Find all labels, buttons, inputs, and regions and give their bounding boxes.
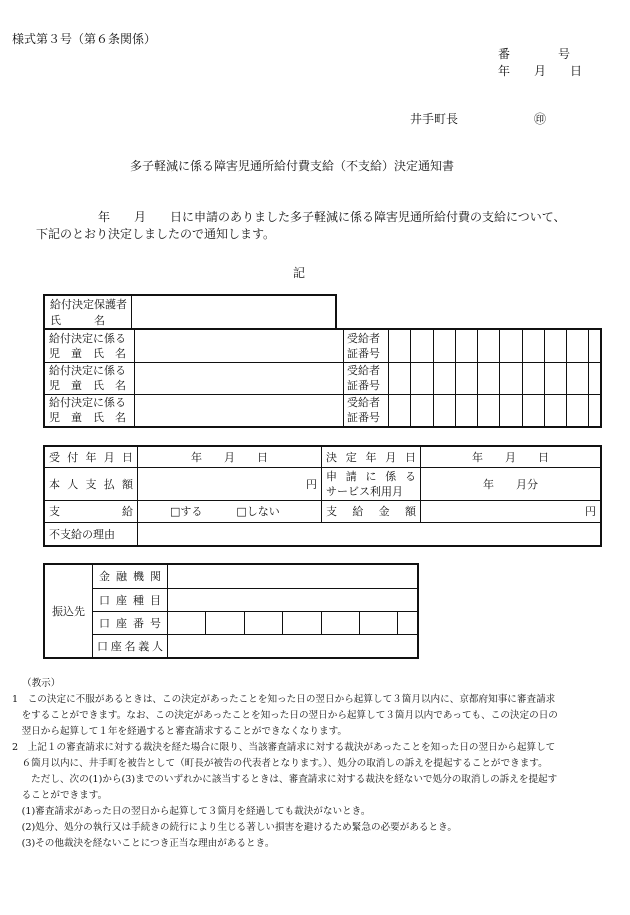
guardian-name-label: 給付決定保護者 氏 名 <box>50 298 127 327</box>
ki-heading: 記 <box>293 266 306 280</box>
received-date-value[interactable]: 年 月 日 <box>138 447 322 467</box>
recipient-digit-cell[interactable] <box>433 362 455 394</box>
decision-date-label: 決定年月日 <box>322 447 421 467</box>
recipient-digit-cell[interactable] <box>389 330 411 362</box>
recipient-digit-cell[interactable] <box>433 330 455 362</box>
seal-mark: ㊞ <box>534 112 547 126</box>
account-type-row <box>45 588 417 611</box>
intro-line-2: 下記のとおり決定しましたので通知します。 <box>36 227 276 241</box>
recipient-digit-cell[interactable] <box>411 362 433 394</box>
dates-row <box>45 447 600 467</box>
payment-options <box>138 500 322 522</box>
child-name-label: 給付決定に係る 児 童 氏 名 <box>45 362 135 394</box>
account-holder-row <box>45 634 417 657</box>
refusal-reason-value[interactable] <box>138 523 601 545</box>
recipient-digit-cell[interactable] <box>455 330 477 362</box>
note-line: (3)その他裁決を経ないことにつき正当な理由があるとき。 <box>12 838 275 849</box>
instruction-notes <box>12 676 612 852</box>
recipient-digit-cell[interactable] <box>567 362 589 394</box>
child-name-cell[interactable] <box>135 362 344 394</box>
note-line: ただし、次の(1)から(3)までのいずれかに該当するときは、審査請求に対する裁決を経ないで処分の取消しの訴えを提起す <box>12 774 558 785</box>
self-payment-value[interactable]: 円 <box>138 467 322 500</box>
recipient-digit-cell[interactable] <box>478 394 500 426</box>
recipient-number-label: 受給者 証番号 <box>344 394 389 426</box>
recipient-digit-cell[interactable] <box>522 330 544 362</box>
recipient-number-label: 受給者 証番号 <box>344 362 389 394</box>
form-number: 様式第３号（第６条関係） <box>12 32 157 46</box>
child-name-cell[interactable] <box>135 394 344 426</box>
recipient-digit-cell[interactable] <box>567 330 589 362</box>
recipient-digit-cell[interactable] <box>455 362 477 394</box>
payment-amount-value[interactable]: 円 <box>421 500 601 522</box>
payment-amount-row <box>45 467 600 500</box>
refusal-row <box>45 523 600 545</box>
child-row <box>45 362 600 394</box>
account-holder-value[interactable] <box>168 634 418 657</box>
recipient-digit-cell[interactable] <box>589 362 600 394</box>
note-line: 1 この決定に不服があるときは、この決定があったことを知った日の翌日から起算して３箇月以内に、京都府知事に審査請求 <box>12 694 556 705</box>
child-name-cell[interactable] <box>135 330 344 362</box>
document-date-label: 年 月 日 <box>498 64 583 78</box>
recipient-digit-cell[interactable] <box>411 394 433 426</box>
recipient-digit-cell[interactable] <box>500 330 522 362</box>
recipient-digit-cell[interactable] <box>411 330 433 362</box>
payment-amount-label: 支 給 金 額 <box>322 500 421 522</box>
recipient-digit-cell[interactable] <box>522 394 544 426</box>
recipient-digit-cell[interactable] <box>589 394 600 426</box>
issuer-name: 井手町長 <box>410 112 459 126</box>
note-line: ６箇月以内に、井手町を被告として（町長が被告の代表者となります。）、処分の取消しの訴えを提起することができます。 <box>12 758 548 769</box>
child-row <box>45 330 600 362</box>
recipient-digit-cell[interactable] <box>389 394 411 426</box>
account-digit-cell[interactable] <box>168 611 206 634</box>
account-digit-cell[interactable] <box>283 611 321 634</box>
payment-label: 支 給 <box>45 500 138 522</box>
account-digit-cell[interactable] <box>398 611 417 634</box>
account-type-value[interactable] <box>168 588 418 611</box>
recipient-digit-cell[interactable] <box>433 394 455 426</box>
child-name-label: 給付決定に係る 児 童 氏 名 <box>45 330 135 362</box>
decision-date-value[interactable]: 年 月 日 <box>421 447 601 467</box>
service-month-value[interactable]: 年 月分 <box>421 467 601 500</box>
bank-value[interactable] <box>168 565 418 588</box>
child-row <box>45 394 600 426</box>
children-grid <box>45 330 600 426</box>
recipient-digit-cell[interactable] <box>567 394 589 426</box>
recipient-digit-cell[interactable] <box>589 330 600 362</box>
recipient-digit-cell[interactable] <box>544 362 566 394</box>
bank-transfer-grid <box>45 565 417 657</box>
document-title: 多子軽減に係る障害児通所給付費支給（不支給）決定通知書 <box>130 159 455 173</box>
decision-grid <box>45 447 600 545</box>
note-line: をすることができます。なお、この決定があったことを知った日の翌日から起算して３箇月以内であっても、この決定の日の <box>12 710 558 721</box>
notes-heading: （教示） <box>22 678 61 689</box>
bank-row <box>45 565 417 588</box>
recipient-number-label: 受給者 証番号 <box>344 330 389 362</box>
recipient-digit-cell[interactable] <box>478 330 500 362</box>
recipient-digit-cell[interactable] <box>544 330 566 362</box>
account-digit-cell[interactable] <box>244 611 282 634</box>
account-holder-label: 口座名義人 <box>93 634 168 657</box>
recipient-digit-cell[interactable] <box>544 394 566 426</box>
child-name-label: 給付決定に係る 児 童 氏 名 <box>45 394 135 426</box>
recipient-digit-cell[interactable] <box>500 394 522 426</box>
payment-no-checkbox[interactable]: □しない <box>236 505 280 519</box>
recipient-digit-cell[interactable] <box>455 394 477 426</box>
account-digit-cell[interactable] <box>359 611 397 634</box>
guardian-divider <box>131 295 132 329</box>
recipient-digit-cell[interactable] <box>522 362 544 394</box>
refusal-reason-label: 不支給の理由 <box>45 523 138 545</box>
transfer-destination-label: 振込先 <box>45 565 93 657</box>
account-digit-cell[interactable] <box>206 611 244 634</box>
payment-yes-checkbox[interactable]: □する <box>170 505 203 519</box>
recipient-digit-cell[interactable] <box>500 362 522 394</box>
account-type-label: 口座種目 <box>93 588 168 611</box>
payment-row <box>45 500 600 522</box>
intro-line-1: 年 月 日に申請のありました多子軽減に係る障害児通所給付費の支給について、 <box>98 210 566 224</box>
note-line: (1)審査請求があった日の翌日から起算して３箇月を経過しても裁決がないとき。 <box>12 806 371 817</box>
account-number-label: 口座番号 <box>93 611 168 634</box>
note-line: ることができます。 <box>12 790 108 801</box>
note-line: 翌日から起算して１年を経過すると審査請求することができなくなります。 <box>12 726 348 737</box>
recipient-digit-cell[interactable] <box>478 362 500 394</box>
bank-label: 金融機関 <box>93 565 168 588</box>
recipient-digit-cell[interactable] <box>389 362 411 394</box>
self-payment-label: 本人支払額 <box>45 467 138 500</box>
account-number-row <box>45 611 417 634</box>
service-month-label: 申請に係る サービス利用月 <box>322 467 421 500</box>
account-digit-cell[interactable] <box>321 611 359 634</box>
note-line: 2 上記１の審査請求に対する裁決を経た場合に限り、当該審査請求に対する裁決があったことを知った日の翌日から起算して <box>12 742 556 753</box>
document-number-label: 番 号 <box>498 47 571 61</box>
note-line: (2)処分、処分の執行又は手続きの続行により生じる著しい損害を避けるため緊急の必要があるとき。 <box>12 822 457 833</box>
received-date-label: 受付年月日 <box>45 447 138 467</box>
